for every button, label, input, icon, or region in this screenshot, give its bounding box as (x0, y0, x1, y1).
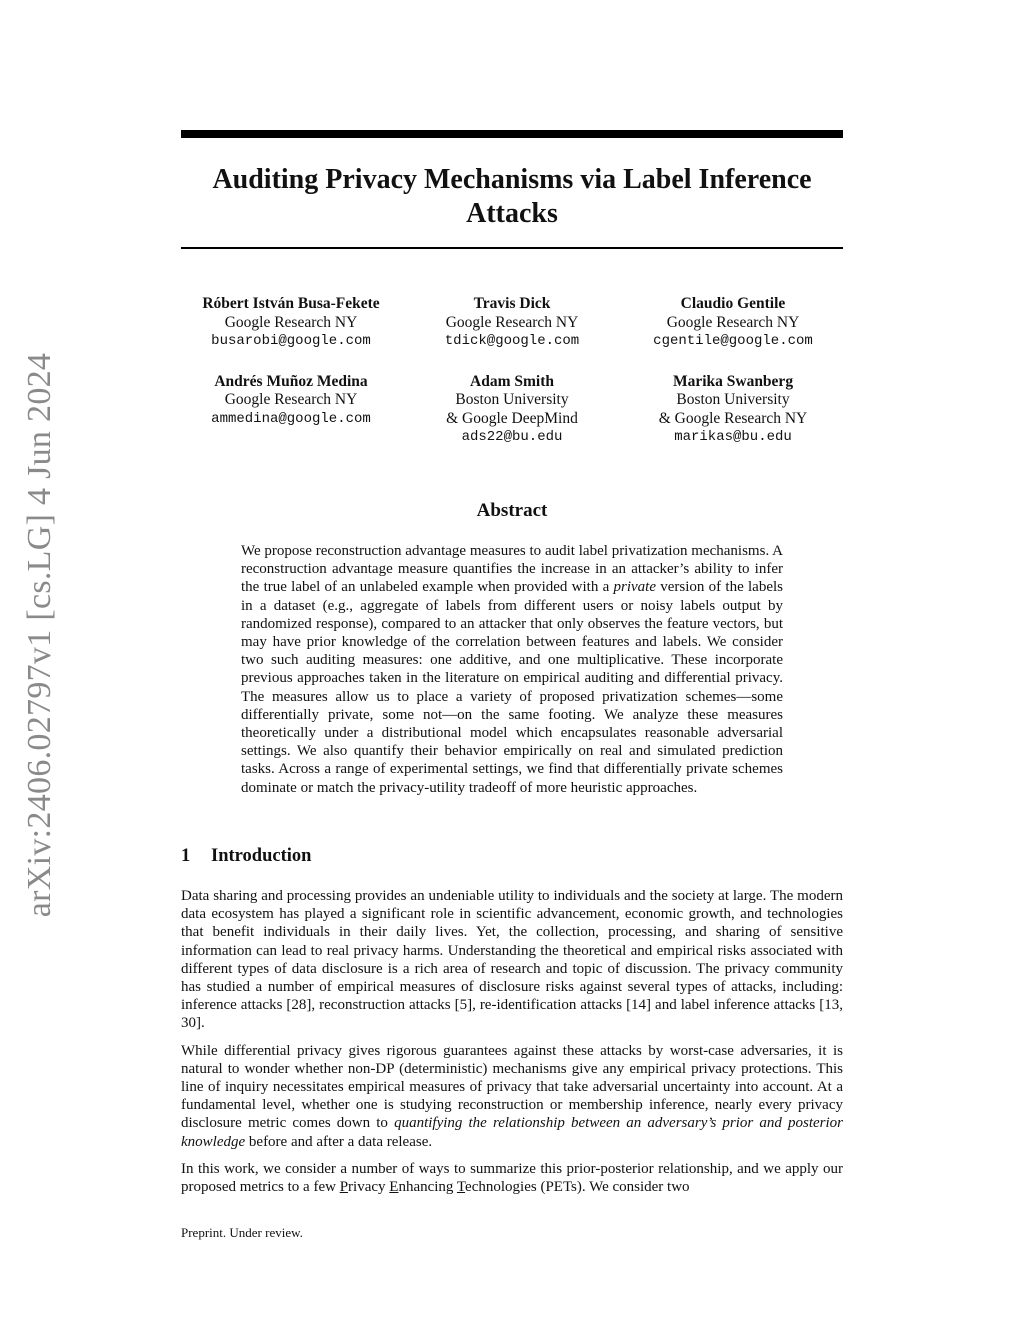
body-paragraph (181, 1042, 843, 1151)
author-name: Marika Swanberg (672, 372, 794, 390)
author-block (181, 295, 843, 469)
body-text (181, 887, 843, 1205)
author-name: Travis Dick (473, 295, 551, 312)
author-email[interactable]: ads22@bu.edu (461, 429, 563, 445)
author-affiliation-secondary: & Google Research NY (658, 409, 808, 427)
author-affiliation-secondary: & Google DeepMind (446, 409, 578, 427)
author-row-2 (181, 373, 843, 447)
abstract-emphasis: private (613, 579, 657, 596)
author-entry (181, 373, 401, 447)
paragraph-text: echnologies (PETs). We consider two (465, 1179, 690, 1196)
section-heading (181, 846, 311, 867)
arxiv-identifier: arXiv:2406.02797v1 [cs.LG] 4 Jun 2024 (21, 352, 58, 918)
title-top-rule (181, 130, 843, 138)
author-entry (623, 373, 843, 447)
abstract-text-part: version of the labels in a dataset (e.g., aggregate of labels from different users or noisy labels output by randomized response), compared to an attacker that only observes the feature vectors, but may have prior knowledge of the correlation between features and labels. We consider two such auditing measures: one additive, and one multiplicative. These incorporate previous approaches taken in the literature on empirical auditing and differential privacy. The measures allow us to place a variety of proposed privatization schemes—some differentially private, some not—on the same footing. We analyze these measures theoretically under a distributional model which encapsulates reasonable adversarial settings. We also quantify their behavior empirically on real and simulated prediction tasks. Across a range of experimental settings, we find that differentially private schemes dominate or match the privacy-utility tradeoff of more heuristic approaches. (241, 579, 784, 796)
author-email[interactable]: cgentile@google.com (653, 333, 813, 349)
author-affiliation: Google Research NY (224, 313, 358, 331)
author-name: Claudio Gentile (680, 295, 786, 312)
paragraph-text: Data sharing and processing provides an undeniable utility to individuals and the society at large. The modern data ecosystem has played a significant role in scientific advancement, economic growth, and technologies that benefit individuals in their daily lives. Yet, the collection, processing, and sharing of sensitive information can lead to real privacy harms. Understanding the theoretical and empirical risks associated with different types of data disclosure is a rich area of research and topic of discussion. The privacy community has studied a number of empirical measures of disclosure risks against several types of attacks, including: inference attacks [28], reconstruction attacks [5], re-identification attacks [14] and label inference attacks [13, 30]. (181, 888, 843, 1032)
author-email[interactable]: ammedina@google.com (211, 410, 371, 427)
paper-title: Auditing Privacy Mechanisms via Label Inference Attacks (212, 164, 812, 229)
author-name: Róbert István Busa-Fekete (202, 295, 380, 312)
underlined-letter: P (339, 1179, 349, 1196)
page-footer: Preprint. Under review. (181, 1225, 303, 1240)
author-affiliation: Google Research NY (224, 391, 358, 408)
author-email[interactable]: marikas@bu.edu (674, 429, 792, 445)
author-email[interactable]: busarobi@google.com (211, 333, 371, 349)
paragraph-text: before and after a data release. (245, 1133, 433, 1150)
author-entry (181, 295, 401, 351)
author-entry (402, 373, 622, 447)
abstract-heading: Abstract (476, 500, 548, 521)
paragraph-emphasis: quantifying the relationship between an adversary’s prior and posterior knowledge (181, 1115, 843, 1150)
author-affiliation: Boston University (455, 391, 569, 408)
author-entry (402, 295, 622, 351)
author-name: Andrés Muñoz Medina (214, 372, 368, 390)
title-bottom-rule (181, 247, 843, 249)
author-name: Adam Smith (470, 372, 554, 390)
underlined-letter: E (389, 1179, 399, 1196)
paragraph-text: nhancing (398, 1179, 457, 1196)
abstract-text-part: We propose reconstruction advantage measures to audit label privatization mechanisms. A reconstruction advantage measure quantifies the increase in an attacker’s ability to infer the true label of an unlabeled example when provided with a (241, 543, 783, 596)
paragraph-text: While differential privacy gives rigorous guarantees against these attacks by worst-case adversaries, it is natural to wonder whether non-DP (deterministic) mechanisms give any empirical privacy protections. This line of inquiry necessitates empirical measures of privacy that take adversarial uncertainty into account. At a fundamental level, whether one is studying reconstruction or membership inference, nearly every privacy disclosure metric comes down to (181, 1042, 843, 1132)
author-affiliation: Boston University (676, 391, 790, 408)
underlined-letter: T (456, 1179, 466, 1196)
body-paragraph (181, 1160, 843, 1196)
author-email[interactable]: tdick@google.com (444, 333, 580, 349)
section-number: 1 (181, 846, 191, 866)
body-paragraph (181, 887, 843, 1033)
author-row-1 (181, 295, 843, 351)
section-title: Introduction (211, 846, 312, 866)
author-affiliation: Google Research NY (666, 313, 800, 331)
author-entry (623, 295, 843, 351)
abstract-text (241, 542, 783, 797)
arxiv-side-stamp (10, 335, 70, 935)
author-affiliation: Google Research NY (445, 313, 579, 331)
paragraph-text: In this work, we consider a number of ways to summarize this prior-posterior relationship, and we apply our proposed metrics to a few (181, 1160, 843, 1196)
paragraph-text: rivacy (348, 1179, 390, 1196)
